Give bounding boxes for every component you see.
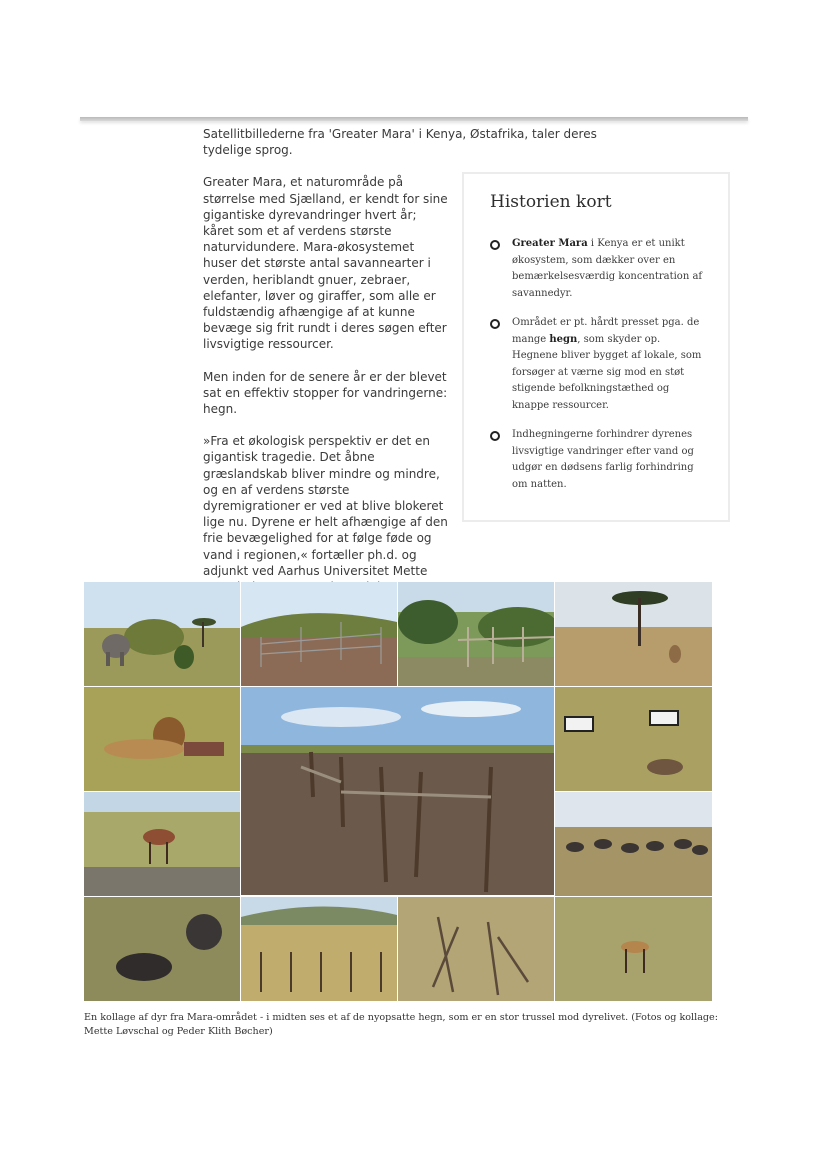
branch-fence-photo	[398, 897, 554, 1001]
collage-caption: En kollage af dyr fra Mara-området - i midten ses et af de nyopsatte hegn, som er en stor trussel mod dyrelivet. (Fotos og kollage: Mette Løvschal og Peder Klith Bøcher)	[84, 1012, 718, 1037]
summary-item-bold: Greater Mara	[512, 238, 588, 249]
acacia-tree-photo	[555, 582, 712, 686]
summary-item-text: Området er pt. hårdt presset pga. de mange	[512, 317, 700, 345]
paragraph-fences: Men inden for de senere år er der blevet sat en effektiv stopper for vandringerne: hegn.	[203, 369, 448, 417]
gazelle-photo	[555, 897, 712, 1001]
wildebeest-herd-photo	[555, 792, 712, 896]
summary-item-text: Indhegningerne forhindrer dyrenes livsvigtige vandringer efter vand og udgør en dødsens farlig forhindring om natten.	[512, 429, 694, 490]
summary-title: Historien kort	[490, 192, 612, 212]
lion-photo	[84, 687, 240, 791]
zebra-hyena-photo	[555, 687, 712, 791]
paragraph-greater-mara: Greater Mara, et naturområde på størrelse med Sjælland, er kendt for sine gigantiske dyrevandringer hvert år; kåret som et af verdens største naturvidundere. Mara-økosystemet huser det største antal savannearter i verden, heriblandt gnuer, zebraer, elefanter, løver og giraffer, som alle er fuldstændig afhængige af at kunne bevæge sig frit rundt i deres søgen efter livsvigtige ressourcer.	[203, 175, 448, 352]
top-divider	[80, 117, 748, 121]
summary-item-bold: hegn	[549, 333, 578, 345]
circle-bullet-icon	[490, 431, 500, 441]
summary-item	[464, 427, 728, 493]
quote-text: »Fra et økologisk perspektiv er det en gigantisk tragedie. Det åbne græslandskab bliver mindre og mindre, og en af verdens største dyremigrationer er ved at blive blokeret lige nu. Dyrene er helt afhængige af den frie bevægelighed for at følge føde og vand i regionen,« fortæller ph.d. og adjunkt ved Aarhus Universitet Mette	[203, 434, 448, 578]
buffalo-photo	[84, 897, 240, 1001]
elephant-photo	[84, 582, 240, 686]
summary-item-text: i Kenya er et unikt økosystem, som dækker over en bemærkelsesværdig koncentration af savannedyr.	[512, 238, 703, 299]
lead-paragraph: Satellitbillederne fra 'Greater Mara' i Kenya, Østafrika, taler deres tydelige sprog.	[203, 127, 597, 158]
fence-line-photo	[241, 687, 554, 895]
summary-item	[464, 315, 728, 414]
fence-hills-photo	[241, 897, 397, 1001]
summary-item-text: , som skyder op. Hegnene bliver bygget af lokale, som forsøger at værne sig mod en støt stigende befolkningstæthed og knappe ressourcer.	[512, 333, 702, 411]
fence-corral-photo	[241, 582, 397, 686]
circle-bullet-icon	[490, 240, 500, 250]
summary-list	[464, 236, 728, 493]
photo-collage	[84, 582, 712, 1001]
fenced-bush-photo	[398, 582, 554, 686]
topi-antelope-photo	[84, 792, 240, 896]
summary-item	[464, 236, 728, 302]
circle-bullet-icon	[490, 319, 500, 329]
summary-box	[462, 172, 730, 522]
